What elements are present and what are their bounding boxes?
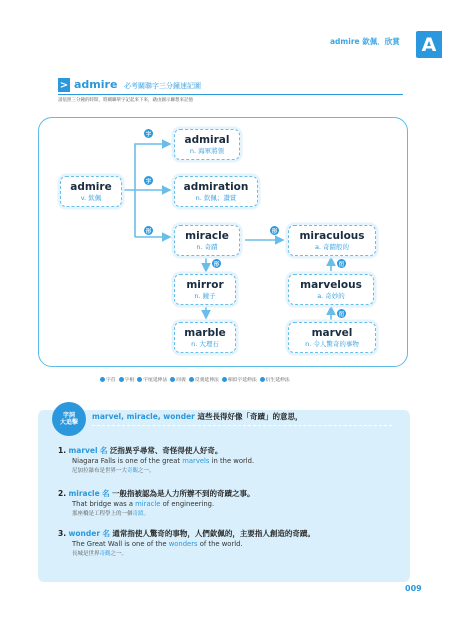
node-word: admiral	[184, 133, 230, 146]
node-meaning: n. 令人驚奇的事物	[305, 339, 359, 348]
relation-badge: 形	[144, 226, 153, 235]
example-english	[72, 456, 403, 466]
entry-word: wonder	[68, 529, 101, 538]
node-marble	[174, 322, 236, 353]
legend-item	[260, 376, 290, 383]
example-text: 尼加拉瀑布是世界一大	[72, 468, 128, 474]
entry-word: marvel	[68, 446, 98, 455]
example-text: of engineering.	[160, 500, 215, 508]
node-word: marble	[184, 326, 226, 339]
entry-number: 3.	[58, 529, 67, 538]
node-meaning: n. 鏡子	[194, 291, 216, 300]
example-text: of the world.	[197, 540, 243, 548]
legend-item	[170, 376, 186, 383]
entry-heading	[58, 528, 403, 539]
entry-gloss: 一般指被認為是人力所辦不到的奇蹟之事。	[112, 489, 255, 498]
relation-badge: 字	[144, 176, 153, 185]
node-miraculous	[288, 225, 376, 256]
entry-wonder	[58, 528, 403, 559]
legend-label: 字根	[124, 378, 135, 383]
node-word: marvelous	[300, 278, 362, 291]
node-meaning: a. 奇妙的	[317, 291, 345, 300]
node-admiral	[174, 129, 240, 160]
example-text: 那座橋是工程學上的一個	[72, 511, 133, 517]
example-text: Niagara Falls is one of the great	[72, 457, 183, 465]
node-word: miracle	[185, 229, 229, 242]
section-marker-icon: >	[59, 79, 69, 91]
page-header-label: admire 欽佩．欣賞	[330, 37, 400, 46]
entry-heading	[58, 445, 403, 456]
example-keyword: marvels	[182, 457, 210, 465]
node-meaning: v. 欽佩	[80, 193, 102, 202]
entry-number: 1.	[58, 446, 67, 455]
example-text: 長城是世界	[72, 551, 100, 557]
node-admire	[60, 176, 122, 207]
entry-miracle	[58, 488, 403, 519]
legend-item	[189, 376, 219, 383]
node-word: admire	[70, 180, 112, 193]
relation-badge: 形	[212, 259, 221, 268]
box-heading	[92, 411, 303, 422]
legend-dot-icon	[170, 377, 175, 382]
relation-badge: 衍	[337, 259, 346, 268]
legend-label: 字首	[106, 378, 116, 383]
legend-dot-icon	[189, 377, 194, 382]
legend-label: 同義	[176, 378, 186, 383]
entry-number: 2.	[58, 489, 67, 498]
node-marvel	[288, 322, 376, 353]
section-subtitle: 請依照三分鐘的時間，將關聯單字記起來下來，藉由圖示聯想來記憶	[58, 98, 193, 103]
box-heading-words: marvel, miracle, wonder	[92, 412, 195, 421]
example-keyword: 奇蹟	[132, 511, 144, 517]
example-text: 之一。	[110, 551, 128, 557]
word-chase-badge: 字詞 大追擊	[52, 402, 86, 436]
legend-label: 衍生延伸法	[265, 378, 290, 383]
example-keyword: 奇觀	[99, 551, 111, 557]
relation-badge: 形	[270, 226, 279, 235]
node-meaning: n. 大理石	[191, 339, 219, 348]
example-text: That bridge was a	[72, 500, 136, 508]
legend-dot-icon	[137, 377, 142, 382]
legend-label: 字尾延伸法	[143, 378, 168, 383]
legend-label: 相似字延伸法	[227, 378, 257, 383]
node-meaning: n. 奇蹟	[196, 242, 218, 251]
relation-badge: 字	[144, 129, 153, 138]
node-marvelous	[288, 274, 374, 305]
node-word: mirror	[186, 278, 224, 291]
node-meaning: n. 欽佩；讚賞	[195, 193, 237, 202]
node-miracle	[174, 225, 240, 256]
entry-gloss: 泛指異乎尋常、奇怪得使人好奇。	[109, 446, 223, 455]
example-chinese	[72, 549, 403, 559]
node-admiration	[174, 176, 258, 207]
example-english	[72, 499, 403, 509]
box-divider	[92, 425, 392, 426]
legend-item	[137, 376, 167, 383]
section-word: admire	[74, 78, 118, 91]
example-text: The Great Wall is one of the	[72, 540, 169, 548]
part-of-speech-marker: 名	[102, 529, 110, 538]
node-word: marvel	[311, 326, 353, 339]
example-text: in the world.	[209, 457, 255, 465]
section-divider	[58, 94, 403, 95]
node-word: miraculous	[299, 229, 365, 242]
legend-item	[222, 376, 257, 383]
node-meaning: a. 奇蹟般的	[314, 242, 350, 251]
entry-marvel	[58, 445, 403, 476]
example-chinese	[72, 509, 403, 519]
example-keyword: miracle	[135, 500, 161, 508]
example-keyword: 奇觀	[127, 468, 139, 474]
legend-dot-icon	[222, 377, 227, 382]
example-chinese	[72, 466, 403, 476]
example-text: 。	[143, 511, 150, 517]
example-keyword: wonders	[168, 540, 198, 548]
relation-badge: 衍	[337, 309, 346, 318]
entry-gloss: 通常指使人驚奇的事物，人們欽佩的，主要指人創造的奇蹟。	[112, 529, 315, 538]
node-word: admiration	[183, 180, 249, 193]
example-text: 之一。	[138, 468, 155, 474]
page-number: 009	[405, 584, 422, 593]
node-meaning: n. 海軍將領	[189, 146, 225, 155]
letter-tab: A	[416, 31, 442, 58]
legend-item	[119, 376, 135, 383]
legend-label: 反義延伸法	[194, 378, 219, 383]
legend-dot-icon	[119, 377, 124, 382]
node-mirror	[174, 274, 236, 305]
part-of-speech-marker: 名	[99, 446, 108, 455]
entry-word: miracle	[68, 489, 100, 498]
box-heading-suffix: 這些長得好像「奇蹟」的意思，	[194, 412, 303, 421]
legend-dot-icon	[100, 377, 105, 382]
entry-heading	[58, 488, 403, 499]
legend-item	[100, 376, 116, 383]
section-description: 必考關聯字三分鐘速記圖	[124, 82, 201, 90]
example-english	[72, 539, 403, 549]
diagram-legend	[100, 376, 400, 383]
part-of-speech-marker: 名	[102, 489, 110, 498]
legend-dot-icon	[260, 377, 265, 382]
